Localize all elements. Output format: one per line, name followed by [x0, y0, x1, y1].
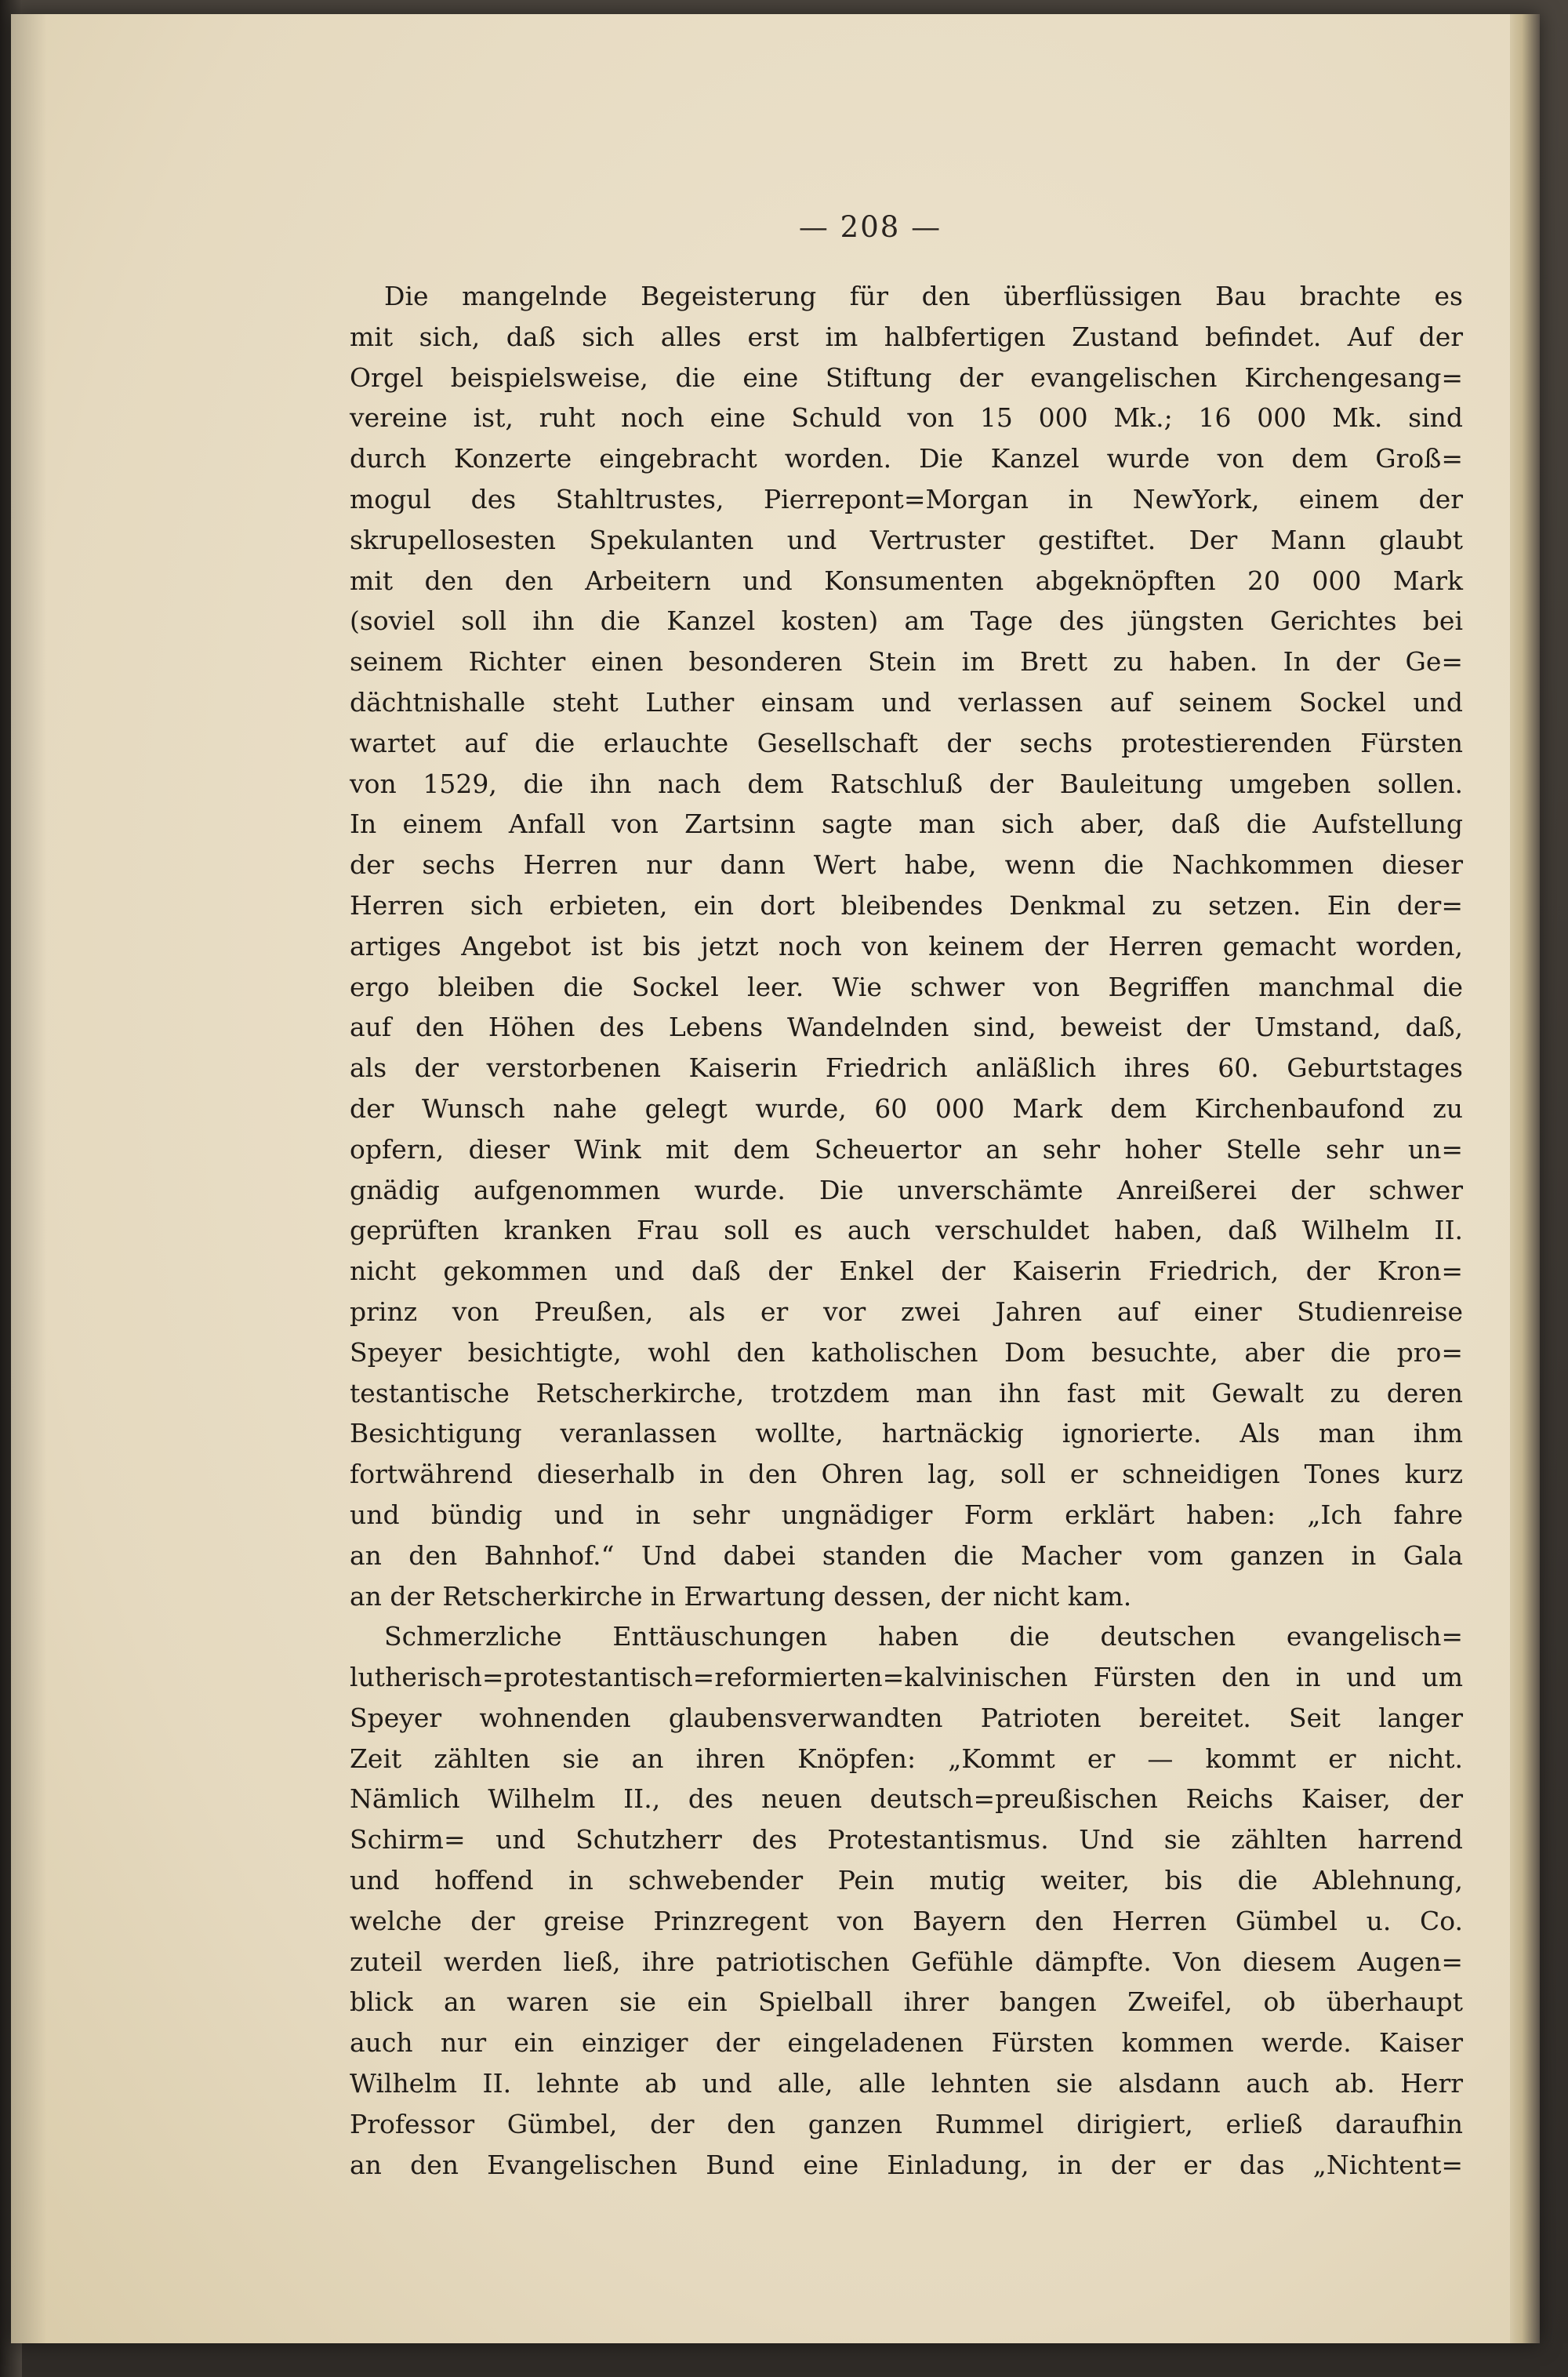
text-line: Schirm= und Schutzherr des Protestantismus. Und sie zählten harrend: [350, 1824, 1463, 1855]
text-line: der Wunsch nahe gelegt wurde, 60 000 Mark dem Kirchenbaufond zu: [350, 1092, 1463, 1124]
text-line: mit den den Arbeitern und Konsumenten abgeknöpften 20 000 Mark: [350, 565, 1463, 596]
text-line: artiges Angebot ist bis jetzt noch von keinem der Herren gemacht worden,: [350, 930, 1463, 961]
page-edge: [1510, 14, 1540, 2343]
text-line: Zeit zählten sie an ihren Knöpfen: „Kommt er — kommt er nicht.: [350, 1743, 1463, 1774]
page-number: — 208 —: [798, 210, 942, 244]
text-line: dächtnishalle steht Luther einsam und verlassen auf seinem Sockel und: [350, 686, 1463, 718]
text-line: wartet auf die erlauchte Gesellschaft der sechs protestierenden Fürsten: [350, 727, 1463, 758]
text-line: welche der greise Prinzregent von Bayern den Herren Gümbel u. Co.: [350, 1905, 1463, 1936]
text-line: und hoffend in schwebender Pein mutig weiter, bis die Ablehnung,: [350, 1865, 1463, 1896]
text-line: auch nur ein einziger der eingeladenen Fürsten kommen werde. Kaiser: [350, 2027, 1463, 2059]
text-line: auf den Höhen des Lebens Wandelnden sind, beweist der Umstand, daß,: [350, 1012, 1463, 1043]
text-line: testantische Retscherkirche, trotzdem man ihn fast mit Gewalt zu deren: [350, 1377, 1463, 1408]
text-line: an der Retscherkirche in Erwartung dessen, der nicht kam.: [350, 1580, 1132, 1612]
text-line: vereine ist, ruht noch eine Schuld von 15 000 Mk.; 16 000 Mk. sind: [350, 402, 1463, 434]
text-line: Die mangelnde Begeisterung für den überflüssigen Bau brachte es: [384, 281, 1463, 311]
text-line: geprüften kranken Frau soll es auch verschuldet haben, daß Wilhelm II.: [350, 1215, 1463, 1246]
text-line: Professor Gümbel, der den ganzen Rummel dirigiert, erließ daraufhin: [350, 2108, 1463, 2139]
text-line: skrupellosesten Spekulanten und Vertruster gestiftet. Der Mann glaubt: [350, 524, 1463, 555]
text-line: Speyer wohnenden glaubensverwandten Patrioten bereitet. Seit langer: [350, 1702, 1463, 1733]
text-line: Schmerzliche Enttäuschungen haben die deutschen evangelisch=: [384, 1621, 1463, 1652]
text-line: durch Konzerte eingebracht worden. Die Kanzel wurde von dem Groß=: [350, 443, 1463, 474]
text-line: nicht gekommen und daß der Enkel der Kaiserin Friedrich, der Kron=: [350, 1256, 1463, 1287]
text-line: mogul des Stahltrustes, Pierrepont=Morgan in NewYork, einem der: [350, 483, 1463, 514]
text-line: der sechs Herren nur dann Wert habe, wenn die Nachkommen dieser: [350, 849, 1463, 881]
text-line: opfern, dieser Wink mit dem Scheuertor an sehr hoher Stelle sehr un=: [350, 1133, 1463, 1165]
text-line: blick an waren sie ein Spielball ihrer bangen Zweifel, ob überhaupt: [350, 1986, 1463, 2018]
text-line: gnädig aufgenommen wurde. Die unverschämte Anreißerei der schwer: [350, 1174, 1463, 1205]
text-line: und bündig und in sehr ungnädiger Form erklärt haben: „Ich fahre: [350, 1499, 1463, 1530]
text-line: Herren sich erbieten, ein dort bleibendes Denkmal zu setzen. Ein der=: [350, 889, 1463, 921]
text-line: Orgel beispielsweise, die eine Stiftung der evangelischen Kirchengesang=: [350, 362, 1463, 393]
text-line: von 1529, die ihn nach dem Ratschluß der Bauleitung umgeben sollen.: [350, 768, 1463, 799]
text-line: Nämlich Wilhelm II., des neuen deutsch=preußischen Reichs Kaiser, der: [350, 1783, 1463, 1815]
body-text: [350, 276, 1463, 2185]
text-line: als der verstorbenen Kaiserin Friedrich anläßlich ihres 60. Geburtstages: [350, 1052, 1463, 1084]
text-line: an den Bahnhof.“ Und dabei standen die Macher vom ganzen in Gala: [350, 1539, 1463, 1571]
text-line: fortwährend dieserhalb in den Ohren lag, soll er schneidigen Tones kurz: [350, 1459, 1463, 1490]
text-line: Wilhelm II. lehnte ab und alle, alle lehnten sie alsdann auch ab. Herr: [350, 2068, 1463, 2099]
text-line: Besichtigung veranlassen wollte, hartnäckig ignorierte. Als man ihm: [350, 1418, 1463, 1449]
text-line: In einem Anfall von Zartsinn sagte man sich aber, daß die Aufstellung: [350, 809, 1463, 840]
text-line: zuteil werden ließ, ihre patriotischen Gefühle dämpfte. Von diesem Augen=: [350, 1946, 1463, 1977]
text-line: ergo bleiben die Sockel leer. Wie schwer von Begriffen manchmal die: [350, 971, 1463, 1002]
text-line: (soviel soll ihn die Kanzel kosten) am Tage des jüngsten Gerichtes bei: [350, 605, 1463, 637]
text-line: prinz von Preußen, als er vor zwei Jahren auf einer Studienreise: [350, 1296, 1463, 1327]
text-line: Speyer besichtigte, wohl den katholischen Dom besuchte, aber die pro=: [350, 1336, 1463, 1368]
text-line: mit sich, daß sich alles erst im halbfertigen Zustand befindet. Auf der: [350, 321, 1463, 352]
text-line: an den Evangelischen Bund eine Einladung, in der er das „Nichtent=: [350, 2149, 1463, 2180]
text-line: lutherisch=protestantisch=reformierten=kalvinischen Fürsten den in und um: [350, 1662, 1463, 1693]
text-line: seinem Richter einen besonderen Stein im Brett zu haben. In der Ge=: [350, 646, 1463, 678]
